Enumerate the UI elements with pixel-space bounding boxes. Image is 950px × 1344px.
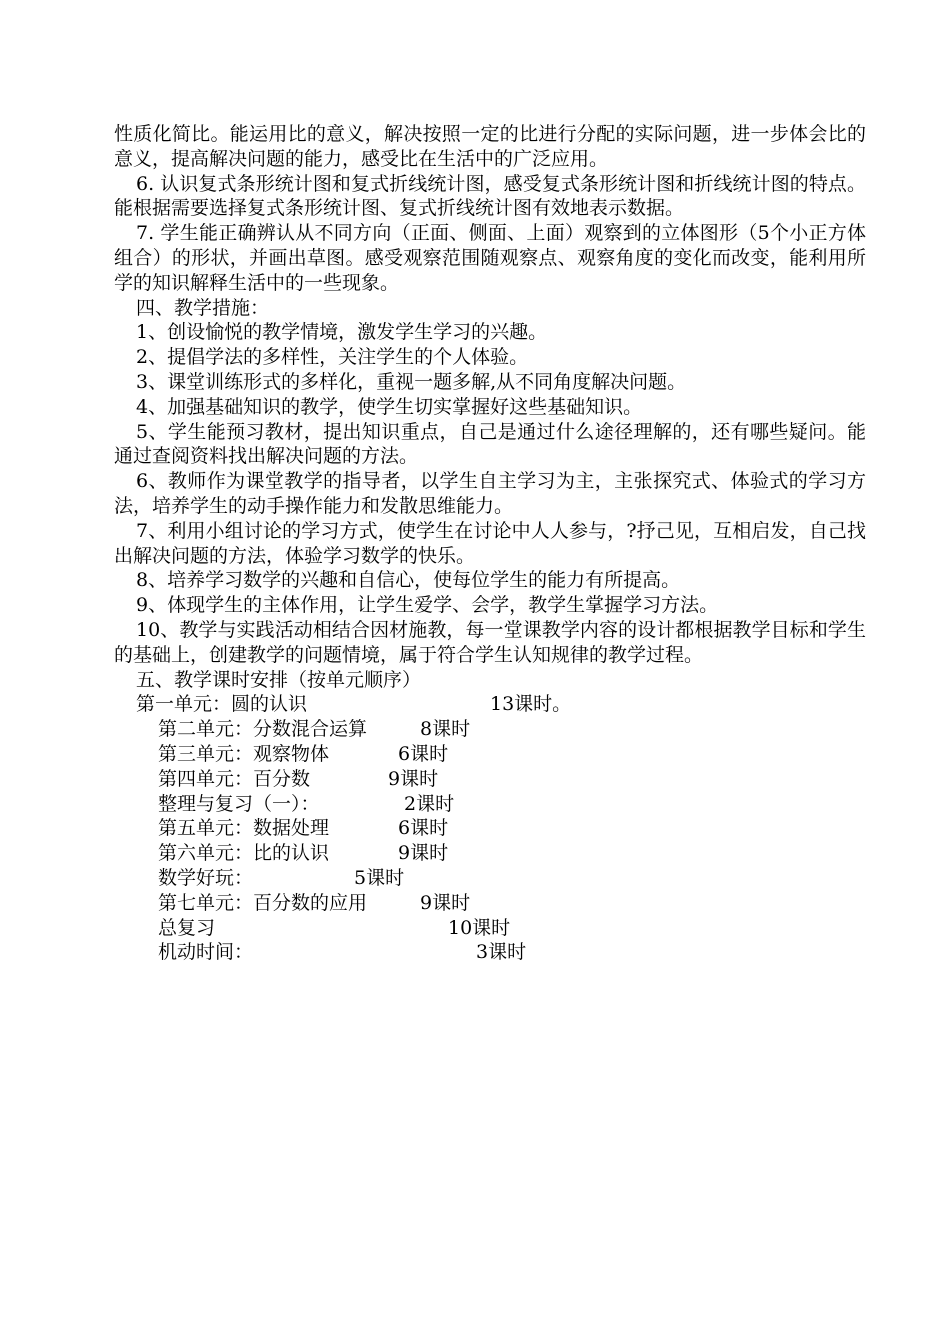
measure-item-10: 10、教学与实践活动相结合因材施教，每一堂课教学内容的设计都根据教学目标和学生的基础上，创建教学的问题情境，属于符合学生认知规律的教学过程。: [114, 618, 866, 666]
schedule-hours: 10课时: [448, 916, 511, 939]
measure-item-8: 8、培养学习数学的兴趣和自信心，使每位学生的能力有所提高。: [136, 569, 681, 592]
schedule-hours: 2课时: [404, 792, 455, 815]
schedule-row: [114, 940, 866, 965]
schedule-row: [114, 866, 866, 891]
document-page: [114, 122, 866, 965]
schedule-row: [114, 841, 866, 866]
schedule-unit: 第三单元：观察物体: [158, 742, 330, 765]
schedule-hours: 9课时: [388, 767, 439, 790]
measure-item-3: 3、课堂训练形式的多样化，重视一题多解,从不同角度解决问题。: [136, 370, 687, 393]
schedule-unit: 第六单元：比的认识: [158, 842, 330, 865]
schedule-unit: 机动时间：: [158, 941, 254, 964]
schedule-hours: 9课时: [398, 842, 449, 865]
measure-item-4: 4、加强基础知识的教学，使学生切实掌握好这些基础知识。: [136, 395, 643, 418]
schedule-unit: 数学好玩：: [158, 866, 254, 889]
schedule-row: [114, 916, 866, 941]
schedule-unit: 第四单元：百分数: [158, 767, 311, 790]
paragraph-goal-5-continued: 性质化简比。能运用比的意义，解决按照一定的比进行分配的实际问题，进一步体会比的意义，提高解决问题的能力，感受比在生活中的广泛应用。: [114, 123, 866, 170]
schedule-hours: 3课时: [476, 941, 527, 964]
schedule-row: [114, 692, 866, 717]
schedule-list: [114, 692, 866, 965]
measure-item-5: 5、学生能预习教材，提出知识重点，自己是通过什么途径理解的，还有哪些疑问。能通过查阅资料找出解决问题的方法。: [114, 420, 866, 468]
measure-item-2: 2、提倡学法的多样性，关注学生的个人体验。: [136, 346, 529, 369]
schedule-unit: 总复习: [158, 916, 216, 939]
schedule-row: [114, 792, 866, 817]
paragraph-goal-7: 7. 学生能正确辨认从不同方向（正面、侧面、上面）观察到的立体图形（5个小正方体组合）的形状，并画出草图。感受观察范围随观察点、观察角度的变化而改变，能利用所学的知识解释生活中的一些现象。: [114, 222, 866, 294]
schedule-unit: 第二单元：分数混合运算: [158, 718, 368, 741]
schedule-unit: 第七单元：百分数的应用: [158, 891, 368, 914]
schedule-hours: 9课时: [420, 891, 471, 914]
schedule-unit: 第一单元：圆的认识: [136, 693, 308, 716]
measure-item-6: 6、教师作为课堂教学的指导者，以学生自主学习为主，主张探究式、体验式的学习方法，培养学生的动手操作能力和发散思维能力。: [114, 470, 866, 517]
schedule-hours: 8课时: [420, 718, 471, 741]
schedule-row: [114, 742, 866, 767]
schedule-row: [114, 816, 866, 841]
schedule-hours: 6课时: [398, 817, 449, 840]
schedule-row: [114, 891, 866, 916]
measure-item-7: 7、利用小组讨论的学习方式，使学生在讨论中人人参与，?抒己见，互相启发，自己找出解决问题的方法，体验学习数学的快乐。: [114, 519, 866, 567]
schedule-hours: 13课时。: [490, 693, 572, 716]
section-heading-schedule: 五、教学课时安排（按单元顺序）: [136, 668, 422, 691]
measure-item-1: 1、创设愉悦的教学情境，激发学生学习的兴趣。: [136, 321, 548, 344]
measure-item-9: 9、体现学生的主体作用，让学生爱学、会学，教学生掌握学习方法。: [136, 594, 719, 617]
schedule-row: [114, 717, 866, 742]
schedule-hours: 5课时: [354, 866, 405, 889]
schedule-unit: 整理与复习（一）：: [158, 792, 320, 815]
schedule-row: [114, 767, 866, 792]
schedule-hours: 6课时: [398, 742, 449, 765]
schedule-unit: 第五单元：数据处理: [158, 817, 330, 840]
section-heading-teaching-measures: 四、教学措施：: [136, 296, 270, 319]
paragraph-goal-6: 6. 认识复式条形统计图和复式折线统计图，感受复式条形统计图和折线统计图的特点。能根据需要选择复式条形统计图、复式折线统计图有效地表示数据。: [114, 172, 866, 220]
